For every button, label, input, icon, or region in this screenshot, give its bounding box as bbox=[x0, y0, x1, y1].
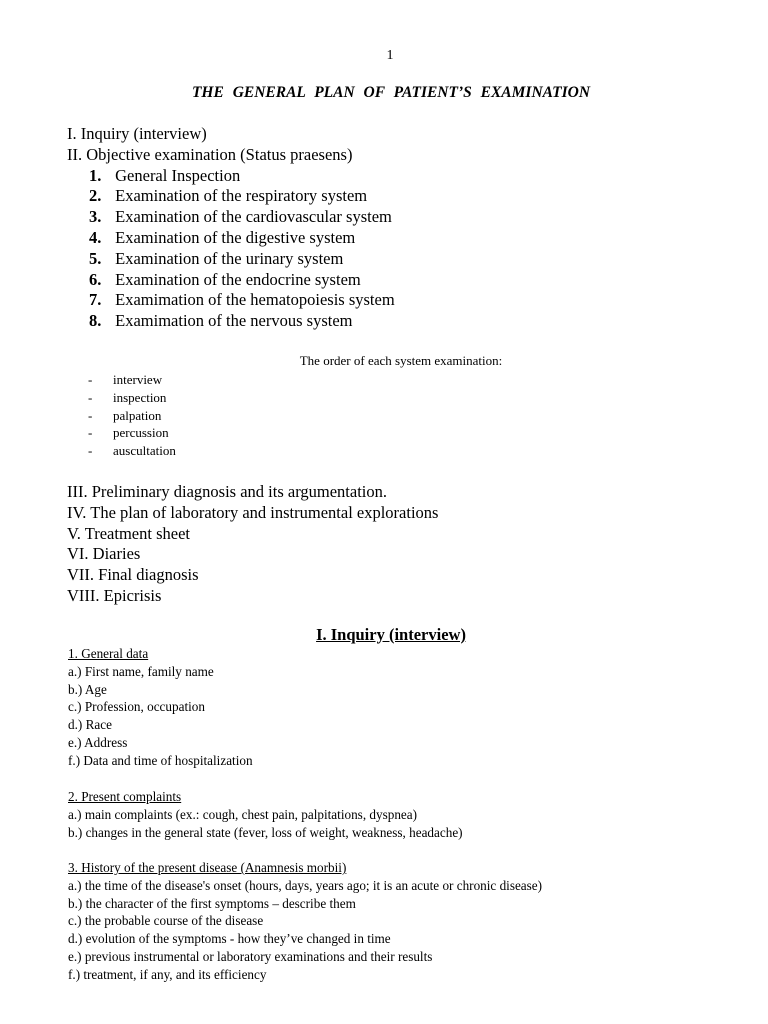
order-item-label: percussion bbox=[113, 425, 169, 441]
plan-subitem bbox=[67, 249, 395, 270]
subitem-number: 8. bbox=[89, 311, 102, 331]
general-data-heading: 1. General data bbox=[68, 646, 149, 661]
order-list bbox=[88, 371, 176, 460]
document-title: THE GENERAL PLAN OF PATIENT’S EXAMINATION bbox=[191, 84, 591, 101]
general-data-item: d.) Race bbox=[68, 717, 112, 733]
subitem-label: Examimation of the hematopoiesis system bbox=[115, 290, 395, 310]
dash-bullet: - bbox=[88, 389, 93, 405]
history-item: f.) treatment, if any, and its efficiency bbox=[68, 966, 267, 982]
present-complaints-heading: 2. Present complaints bbox=[68, 789, 182, 804]
subitem-number: 2. bbox=[89, 186, 102, 206]
plan-subitem bbox=[67, 166, 395, 187]
plan-item-inquiry: I. Inquiry (interview) bbox=[67, 124, 207, 143]
history-heading: 3. History of the present disease (Anamnesis morbii) bbox=[68, 860, 347, 875]
dash-bullet: - bbox=[88, 407, 93, 423]
subitem-number: 6. bbox=[89, 269, 102, 289]
present-complaints-section bbox=[68, 788, 463, 841]
history-item: d.) evolution of the symptoms - how they’ve changed in time bbox=[68, 931, 391, 947]
plan-item-diaries: VI. Diaries bbox=[67, 544, 141, 564]
order-item-label: palpation bbox=[113, 407, 162, 423]
subitem-number: 7. bbox=[89, 290, 102, 310]
general-data-item: b.) Age bbox=[68, 681, 107, 697]
subitem-label: General Inspection bbox=[115, 165, 241, 185]
examination-plan-list bbox=[67, 124, 395, 332]
plan-subitem bbox=[67, 270, 395, 291]
subitem-label: Examination of the respiratory system bbox=[115, 186, 368, 206]
plan-subitem bbox=[67, 207, 395, 228]
subitem-label: Examimation of the nervous system bbox=[115, 311, 353, 331]
plan-subitem bbox=[67, 186, 395, 207]
order-title: The order of each system examination: bbox=[299, 353, 503, 368]
plan-subitem bbox=[67, 228, 395, 249]
order-list-item bbox=[88, 371, 176, 389]
subitem-label: Examination of the urinary system bbox=[115, 248, 344, 268]
subitem-number: 3. bbox=[89, 207, 102, 227]
present-complaints-item: a.) main complaints (ex.: cough, chest pain, palpitations, dyspnea) bbox=[68, 806, 418, 822]
dash-bullet: - bbox=[88, 372, 93, 387]
plan-item-preliminary-diagnosis: III. Preliminary diagnosis and its argumentation. bbox=[67, 482, 388, 501]
order-item-label: auscultation bbox=[113, 443, 176, 459]
section-heading: I. Inquiry (interview) bbox=[316, 625, 466, 644]
plan-item-epicrisis: VIII. Epicrisis bbox=[67, 585, 162, 605]
general-data-item: f.) Data and time of hospitalization bbox=[68, 752, 253, 768]
general-data-item: e.) Address bbox=[68, 734, 128, 750]
plan-item-laboratory-plan: IV. The plan of laboratory and instrumental explorations bbox=[67, 502, 439, 522]
subitem-number: 1. bbox=[89, 165, 102, 185]
plan-subitem bbox=[67, 311, 395, 332]
present-complaints-item: b.) changes in the general state (fever, loss of weight, weakness, headache) bbox=[68, 824, 463, 840]
subitem-label: Examination of the endocrine system bbox=[115, 269, 361, 289]
plan-item-treatment-sheet: V. Treatment sheet bbox=[67, 523, 190, 543]
order-item-label: inspection bbox=[113, 389, 167, 405]
examination-plan-list-continued bbox=[67, 482, 438, 607]
order-item-label: interview bbox=[113, 372, 163, 387]
history-item: e.) previous instrumental or laboratory examinations and their results bbox=[68, 948, 433, 964]
general-data-item: a.) First name, family name bbox=[68, 663, 214, 679]
general-data-item: c.) Profession, occupation bbox=[68, 699, 205, 715]
order-list-item bbox=[88, 442, 176, 460]
order-list-item bbox=[88, 407, 176, 425]
subitem-label: Examination of the digestive system bbox=[115, 227, 356, 247]
history-section bbox=[68, 859, 542, 984]
dash-bullet: - bbox=[88, 443, 93, 459]
history-item: a.) the time of the disease's onset (hours, days, years ago; it is an acute or chronic disease) bbox=[68, 877, 543, 893]
subitem-number: 5. bbox=[89, 248, 102, 268]
history-item: c.) the probable course of the disease bbox=[68, 913, 264, 929]
history-item: b.) the character of the first symptoms – describe them bbox=[68, 895, 356, 911]
dash-bullet: - bbox=[88, 425, 93, 441]
order-list-item bbox=[88, 389, 176, 407]
plan-item-objective-examination: II. Objective examination (Status praesens) bbox=[67, 144, 353, 164]
plan-item-final-diagnosis: VII. Final diagnosis bbox=[67, 565, 199, 585]
subitem-label: Examination of the cardiovascular system bbox=[115, 207, 392, 227]
general-data-section bbox=[68, 645, 253, 770]
plan-subitem bbox=[67, 290, 395, 311]
subitem-number: 4. bbox=[89, 227, 102, 247]
page-number: 1 bbox=[386, 48, 394, 63]
order-list-item bbox=[88, 424, 176, 442]
